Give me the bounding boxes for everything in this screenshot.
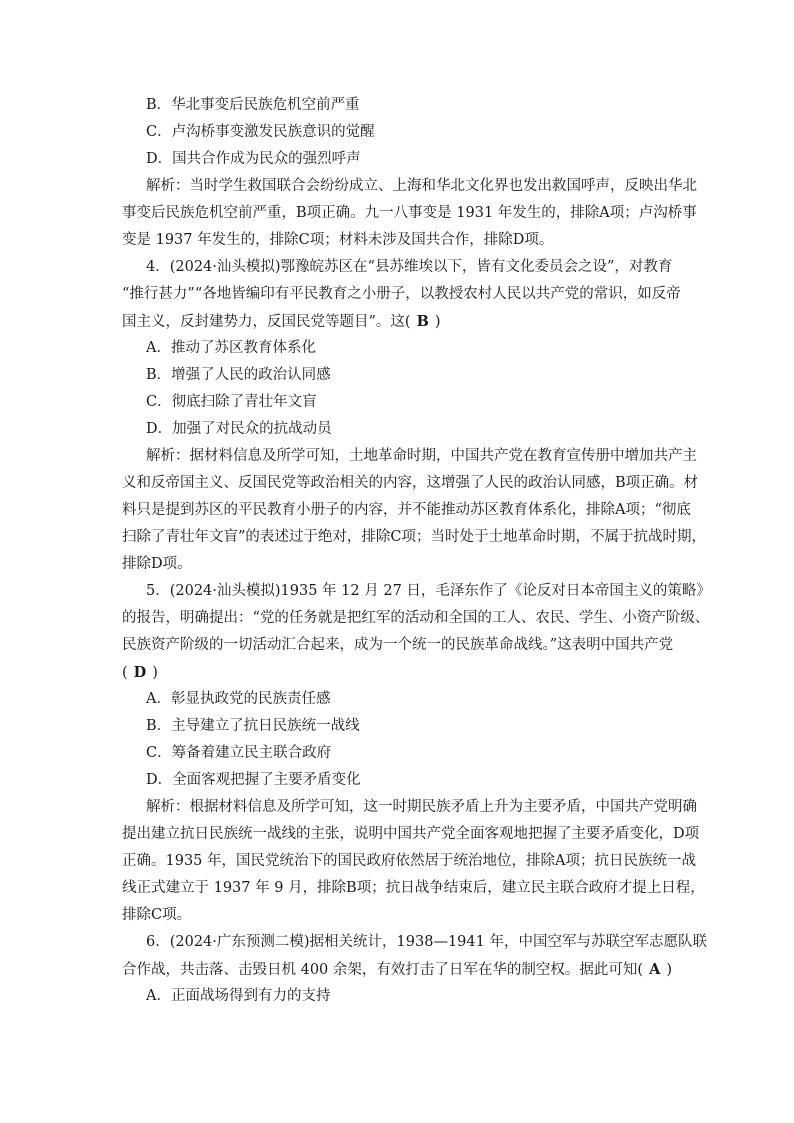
q4-stem-line-3	[122, 308, 674, 335]
q4-close-paren: )	[434, 314, 441, 330]
q4-answer: B	[416, 313, 429, 330]
q6-stem-text: 合作战，共击落、击毁日机 400 余架，有效打击了日军在华的制空权。据此可知(	[122, 962, 644, 978]
q3-analysis-line-2: 事变后民族危机空前严重，B项正确。九一八事变是 1931 年发生的，排除A项；卢沟桥事	[122, 205, 697, 221]
q5-option-c: C．筹备着建立民主联合政府	[146, 745, 332, 761]
q3-analysis-line-1: 解析：当时学生救国联合会纷纷成立、上海和华北文化界也发出救国呼声，反映出华北	[146, 178, 697, 194]
q5-open-paren: (	[122, 665, 128, 681]
q4-analysis-line-3: 料只是提到苏区的平民教育小册子的内容，并不能推动苏区教育体系化，排除A项；“彻底	[122, 502, 691, 518]
q5-analysis-line-5: 排除C项。	[122, 907, 192, 923]
q6-option-a: A．正面战场得到有力的支持	[146, 988, 331, 1004]
q3-option-b: B．华北事变后民族危机空前严重	[146, 97, 360, 113]
q5-stem-line-3: 民族资产阶级的一切活动汇合起来，成为一个统一的民族革命战线。”这表明中国共产党	[122, 637, 674, 653]
q5-analysis-line-1: 解析：根据材料信息及所学可知，这一时期民族矛盾上升为主要矛盾，中国共产党明确	[146, 799, 697, 815]
q3-analysis-line-3: 变是 1937 年发生的，排除C项；材料未涉及国共合作，排除D项。	[122, 232, 554, 248]
q6-answer: A	[649, 961, 661, 978]
q5-answer: D	[133, 664, 147, 681]
q4-stem-line-1: 4．(2024·汕头模拟)鄂豫皖苏区在“县苏维埃以下，皆有文化委员会之设”，对教育	[146, 259, 673, 275]
page-content	[122, 92, 711, 1010]
q5-stem-line-2: 的报告，明确提出：“党的任务就是把红军的活动和全国的工人、农民、学生、小资产阶级、	[122, 610, 710, 626]
q5-answer-line	[122, 659, 674, 686]
q5-analysis-line-2: 提出建立抗日民族统一战线的主张，说明中国共产党全面客观地把握了主要矛盾变化，D项	[122, 826, 700, 842]
q3-option-c: C．卢沟桥事变激发民族意识的觉醒	[146, 124, 375, 140]
q4-option-a: A．推动了苏区教育体系化	[146, 340, 316, 356]
q3-option-d: D．国共合作成为民众的强烈呼声	[146, 151, 361, 167]
q6-stem-line-2	[122, 956, 674, 983]
q4-analysis-line-1: 解析：据材料信息及所学可知，土地革命时期，中国共产党在教育宣传册中增加共产主	[146, 448, 697, 464]
q4-option-d: D．加强了对民众的抗战动员	[146, 421, 332, 437]
q4-analysis-line-4: 扫除了青壮年文盲”的表述过于绝对，排除C项；当时处于土地革命时期，不属于抗战时期，	[122, 529, 707, 545]
q4-analysis-line-5: 排除D项。	[122, 556, 192, 572]
q4-option-c: C．彻底扫除了青壮年文盲	[146, 394, 317, 410]
q5-stem-line-1: 5．(2024·汕头模拟)1935 年 12 月 27 日，毛泽东作了《论反对日本帝国主义的策略》	[146, 583, 711, 599]
q5-analysis-line-3: 正确。1935 年，国民党统治下的国民政府依然居于统治地位，排除A项；抗日民族统一战	[122, 853, 696, 869]
q6-close-paren: )	[666, 962, 672, 978]
q6-stem-line-1: 6．(2024·广东预测二模)据相关统计，1938—1941 年，中国空军与苏联空军志愿队联	[146, 934, 707, 950]
q5-close-paren: )	[152, 665, 158, 681]
q5-option-d: D．全面客观把握了主要矛盾变化	[146, 772, 361, 788]
q4-stem-line-2: “推行甚力”“各地皆编印有平民教育之小册子，以教授农村人民以共产党的常识，如反帝	[122, 286, 681, 302]
q5-option-a: A．彰显执政党的民族责任感	[146, 691, 331, 707]
q5-option-b: B．主导建立了抗日民族统一战线	[146, 718, 360, 734]
q4-analysis-line-2: 义和反帝国主义、反国民党等政治相关的内容，这增强了人民的政治认同感，B项正确。材	[122, 475, 699, 491]
q4-option-b: B．增强了人民的政治认同感	[146, 367, 331, 383]
q5-analysis-line-4: 线正式建立于 1937 年 9 月，排除B项；抗日战争结束后，建立民主联合政府才提上日程，	[122, 880, 705, 896]
q4-stem-text: 国主义，反封建势力，反国民党等题目”。这(	[122, 314, 411, 330]
